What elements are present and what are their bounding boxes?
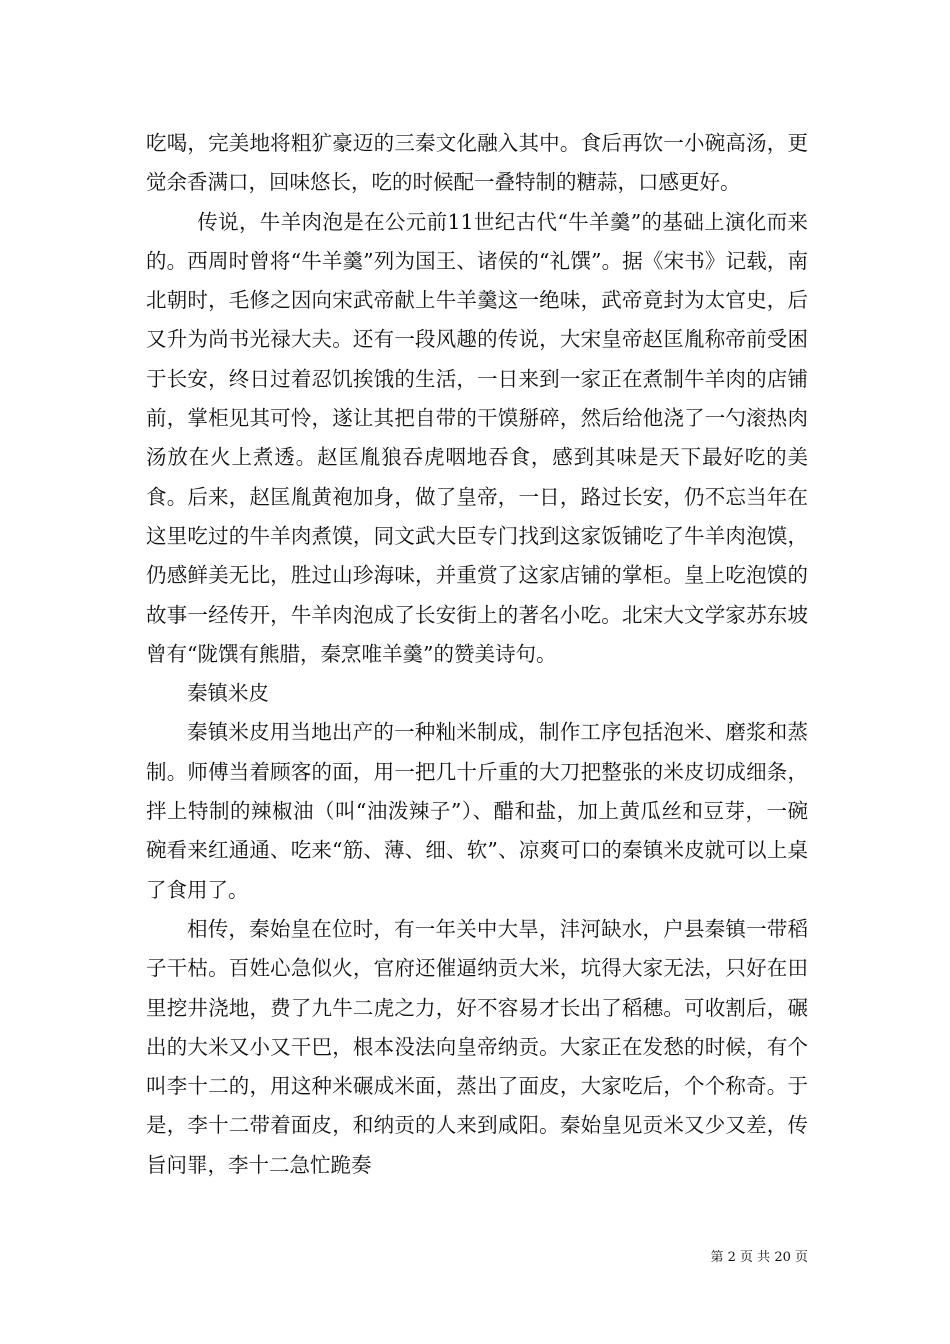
- section-heading-qinzhen-mipi: 秦镇米皮: [187, 681, 269, 706]
- paragraph-mipi-description: 秦镇米皮用当地出产的一种籼米制成，制作工序包括泡米、磨浆和蒸制。师傅当着顾客的面，用一把几十斤重的大刀把整张的米皮切成细条，拌上特制的辣椒油（叫“油泼辣子”）、醋和盐，加上黄瓜丝和豆芽，一碗碗看来红通通、吃来“筋、薄、细、软”、凉爽可口的秦镇米皮就可以上桌了食用了。: [146, 720, 808, 902]
- page-number-footer: 第 2 页 共 20 页: [710, 1250, 808, 1265]
- paragraph-continuation: 吃喝，完美地将粗犷豪迈的三秦文化融入其中。食后再饮一小碗高汤，更觉余香满口，回味悠长，吃的时候配一叠特制的糖蒜，口感更好。: [146, 131, 808, 195]
- body-text: [146, 124, 808, 1185]
- paragraph-mipi-legend: 相传，秦始皇在位时，有一年关中大旱，沣河缺水，户县秦镇一带稻子干枯。百姓心急似火，官府还催逼纳贡大米，坑得大家无法，只好在田里挖井浇地，费了九牛二虎之力，好不容易才长出了稻穗。可收割后，碾出的大米又小又干巴，根本没法向皇帝纳贡。大家正在发愁的时候，有个叫李十二的，用这种米碾成米面，蒸出了面皮，大家吃后，个个称奇。于是，李十二带着面皮，和纳贡的人来到咸阳。秦始皇见贡米又少又差，传旨问罪，李十二急忙跪奏: [146, 916, 808, 1177]
- paragraph-legend-mutton-soup: 传说，牛羊肉泡是在公元前11世纪古代“牛羊羹”的基础上演化而来的。西周时曾将“牛羊羹”列为国王、诸侯的“礼馔”。据《宋书》记载，南北朝时，毛修之因向宋武帝献上牛羊羹这一绝味，武帝竟封为太官史，后又升为尚书光禄大夫。还有一段风趣的传说，大宋皇帝赵匡胤称帝前受困于长安，终日过着忍饥挨饿的生活，一日来到一家正在煮制牛羊肉的店铺前，掌柜见其可怜，遂让其把自带的干馍掰碎，然后给他浇了一勺滚热肉汤放在火上煮透。赵匡胤狼吞虎咽地吞食，感到其味是天下最好吃的美食。后来，赵匡胤黄袍加身，做了皇帝，一日，路过长安，仍不忘当年在这里吃过的牛羊肉煮馍，同文武大臣专门找到这家饭铺吃了牛羊肉泡馍，仍感鲜美无比，胜过山珍海味，并重赏了这家店铺的掌柜。皇上吃泡馍的故事一经传开，牛羊肉泡成了长安街上的著名小吃。北宋大文学家苏东坡曾有“陇馔有熊腊，秦烹唯羊羹”的赞美诗句。: [146, 209, 808, 666]
